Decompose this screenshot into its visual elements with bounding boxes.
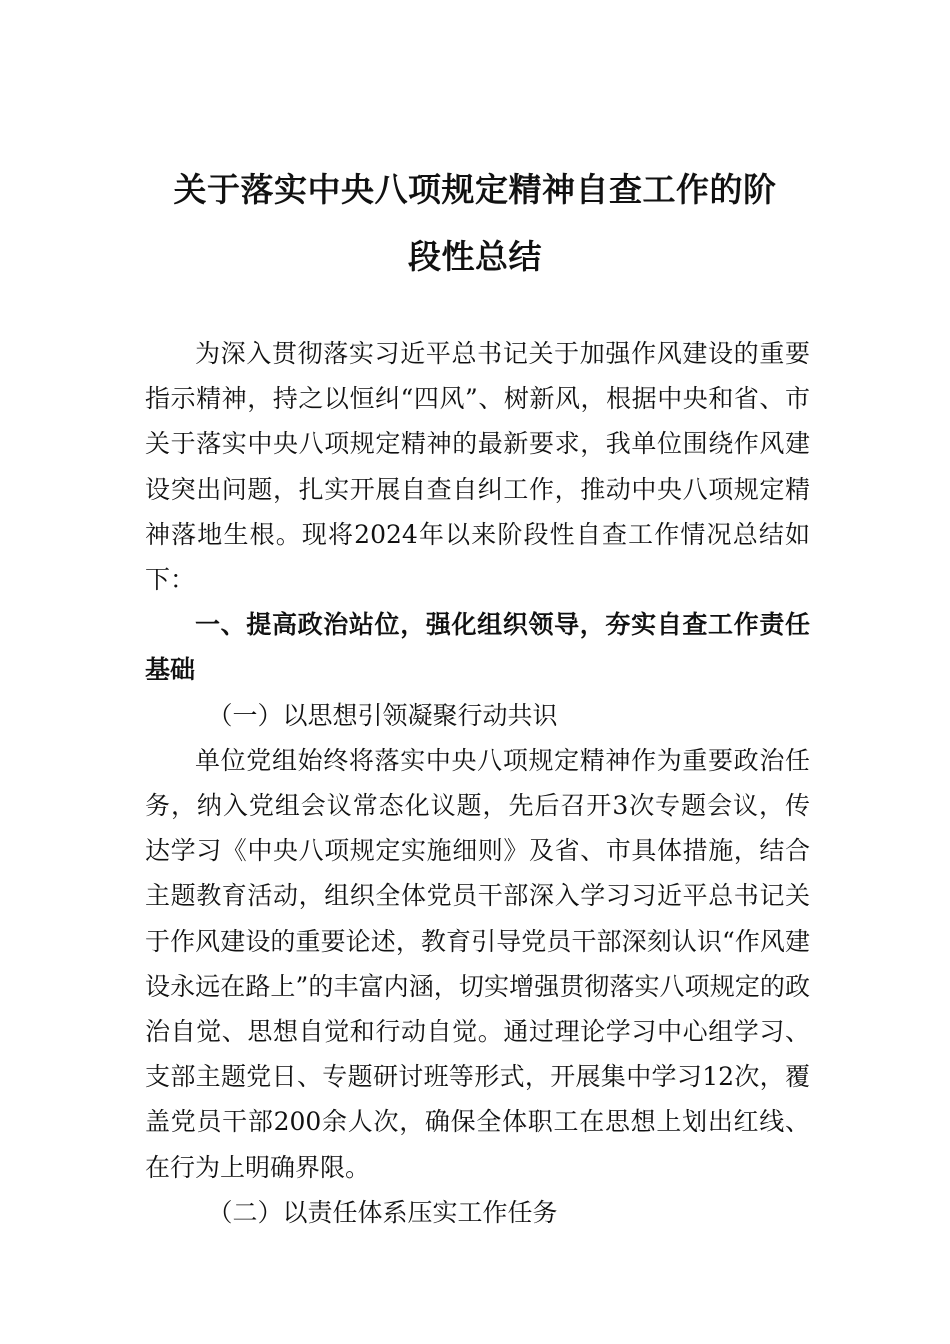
body-paragraph: 单位党组始终将落实中央八项规定精神作为重要政治任务，纳入党组会议常态化议题，先后召开3次专题会议，传达学习《中央八项规定实施细则》及省、市具体措施，结合主题教育活动，组织全体党员干部深入学习习近平总书记关于作风建设的重要论述，教育引导党员干部深刻认识“作风建设永远在路上”的丰富内涵，切实增强贯彻落实八项规定的政治自觉、思想自觉和行动自觉。通过理论学习中心组学习、支部主题党日、专题研讨班等形式，开展集中学习12次，覆盖党员干部200余人次，确保全体职工在思想上划出红线、在行为上明确界限。 (145, 745, 810, 1182)
subsection-heading-2: （二）以责任体系压实工作任务 (207, 1197, 558, 1227)
document-title-line-1: 关于落实中央八项规定精神自查工作的阶 (173, 170, 777, 209)
intro-paragraph: 为深入贯彻落实习近平总书记关于加强作风建设的重要指示精神，持之以恒纠“四风”、树新风，根据中央和省、市关于落实中央八项规定精神的最新要求，我单位围绕作风建设突出问题，扎实开展自查自纠工作，推动中央八项规定精神落地生根。现将2024年以来阶段性自查工作情况总结如下： (145, 339, 810, 595)
document-title-line-2: 段性总结 (408, 237, 542, 276)
section-heading-1: 一、提高政治站位，强化组织领导，夯实自查工作责任基础 (145, 610, 810, 685)
subsection-heading-1: （一）以思想引领凝聚行动共识 (207, 700, 558, 730)
document-body (145, 331, 810, 1235)
